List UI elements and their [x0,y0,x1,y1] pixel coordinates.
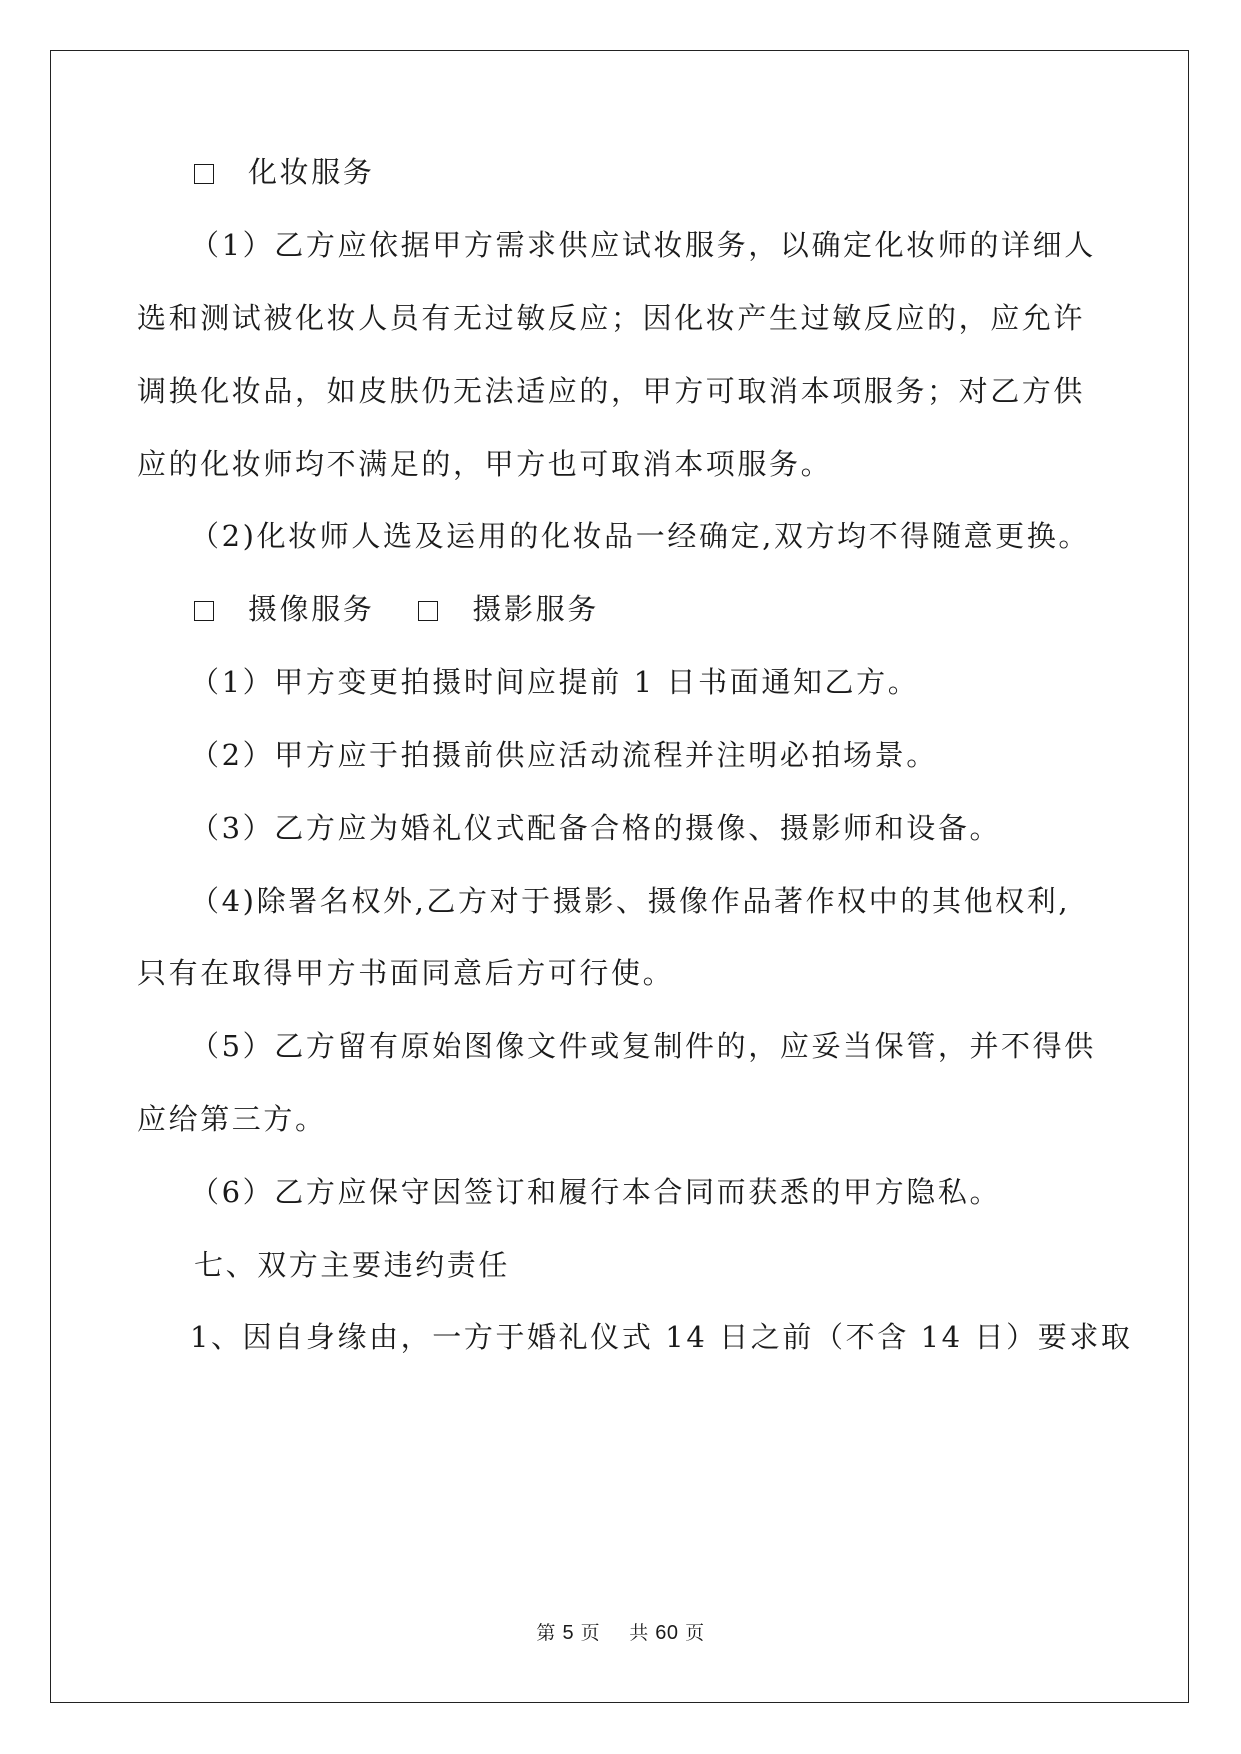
makeup-item1-line4: 应的化妆师均不满足的，甲方也可取消本项服务。 [137,447,833,481]
page-prefix: 第 [536,1622,556,1644]
makeup-service-label: 化妆服务 [248,155,375,189]
makeup-item2: （2)化妆师人选及运用的化妆品一经确定,双方均不得随意更换。 [190,519,1090,553]
total-suffix: 页 [685,1622,705,1644]
photo-item1: （1）甲方变更拍摄时间应提前 1 日书面通知乙方。 [190,665,920,699]
photo-item6: （6）乙方应保守因签订和履行本合同而获悉的甲方隐私。 [190,1175,1002,1209]
photo-item5-line2: 应给第三方。 [137,1102,327,1136]
checkbox-empty-icon [194,164,214,184]
total-prefix: 共 [629,1622,649,1644]
makeup-service-heading [194,152,374,192]
photo-item4-line1: （4)除署名权外,乙方对于摄影、摄像作品著作权中的其他权利, [190,884,1071,918]
page-suffix: 页 [580,1622,601,1644]
page-number: 5 [562,1622,575,1644]
makeup-item1-line1: （1）乙方应依据甲方需求供应试妆服务，以确定化妆师的详细人 [190,228,1096,262]
photo-item3: （3）乙方应为婚礼仪式配备合格的摄像、摄影师和设备。 [190,811,1002,845]
photo-item4-line2: 只有在取得甲方书面同意后方可行使。 [137,956,675,990]
makeup-item1-line2: 选和测试被化妆人员有无过敏反应；因化妆产生过敏反应的，应允许 [137,301,1086,335]
photo-item2: （2）甲方应于拍摄前供应活动流程并注明必拍场景。 [190,738,938,772]
video-service-label: 摄像服务 [248,592,375,626]
breach-item1-line1: 1、因自身缘由，一方于婚礼仪式 14 日之前（不含 14 日）要求取 [190,1320,1133,1354]
checkbox-empty-icon [194,601,214,621]
total-pages: 60 [655,1622,679,1644]
photo-item5-line1: （5）乙方留有原始图像文件或复制件的，应妥当保管，并不得供 [190,1029,1096,1063]
checkbox-empty-icon [418,601,438,621]
photo-service-heading [194,589,599,629]
makeup-item1-line3: 调换化妆品，如皮肤仍无法适应的，甲方可取消本项服务；对乙方供 [137,374,1086,408]
photography-service-label: 摄影服务 [472,592,599,626]
breach-section-heading: 七、双方主要违约责任 [194,1248,511,1282]
page-footer [0,1618,1241,1645]
